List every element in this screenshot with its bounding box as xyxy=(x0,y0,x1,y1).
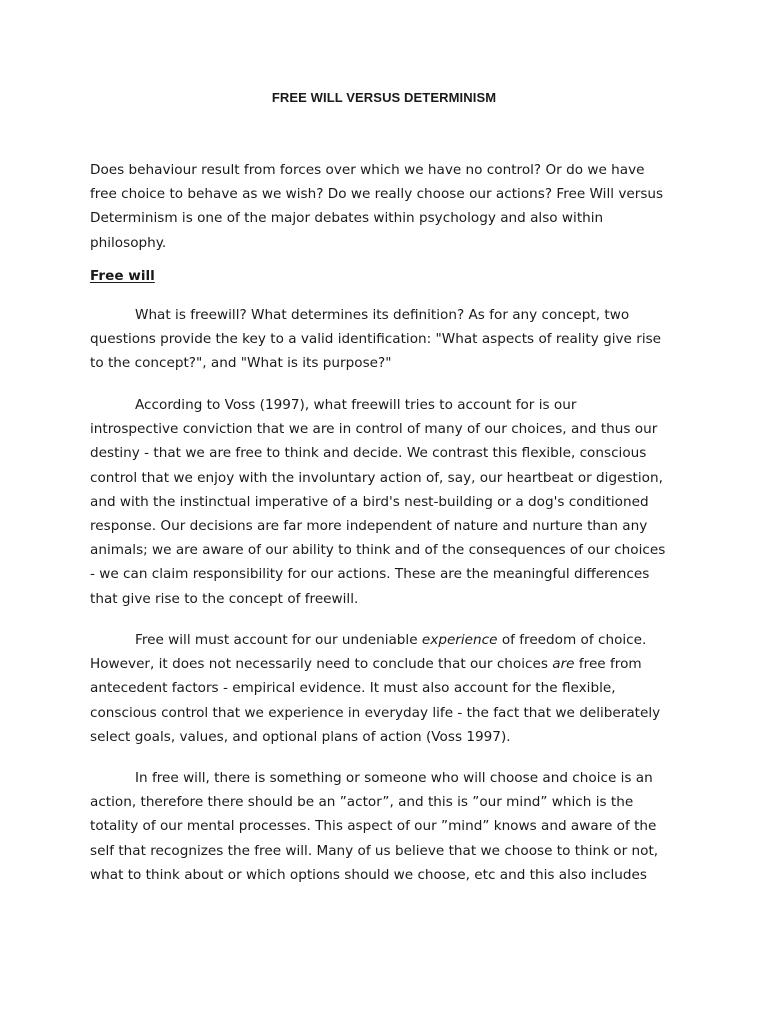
text-line: introspective conviction that we are in control of many of our choices, and thus our xyxy=(90,421,658,438)
text-line: free choice to behave as we wish? Do we really choose our actions? Free Will versus xyxy=(90,186,664,203)
text-line: Determinism is one of the major debates within psychology and also within xyxy=(90,210,604,227)
text-line: questions provide the key to a valid identification: "What aspects of reality give rise xyxy=(90,331,662,348)
text-line: animals; we are aware of our ability to think and of the consequences of our choices xyxy=(90,542,666,559)
text-line: What is freewill? What determines its definition? As for any concept, two xyxy=(135,307,630,323)
text-line: response. Our decisions are far more independent of nature and nurture than any xyxy=(90,518,648,535)
paragraph-3 xyxy=(90,628,690,749)
text-line: antecedent factors - empirical evidence. It must also account for the flexible, xyxy=(90,680,616,697)
text-line: control that we enjoy with the involuntary action of, say, our heartbeat or digestion, xyxy=(90,469,663,486)
paragraph-1 xyxy=(90,303,690,376)
text-run: However, it does not necessarily need to conclude that our choices xyxy=(90,656,553,673)
paragraph-2 xyxy=(90,393,690,611)
text-line xyxy=(90,652,690,676)
text-line: Does behaviour result from forces over which we have no control? Or do we have xyxy=(90,162,645,178)
text-line: conscious control that we experience in everyday life - the fact that we deliberately xyxy=(90,704,661,721)
text-line: self that recognizes the free will. Many of us believe that we choose to think or not, xyxy=(90,842,659,859)
text-line: select goals, values, and optional plans of action (Voss 1997). xyxy=(90,728,511,745)
text-line: what to think about or which options should we choose, etc and this also includes xyxy=(90,866,647,883)
intro-paragraph xyxy=(90,158,690,255)
text-line: action, therefore there should be an ”actor”, and this is ”our mind” which is the xyxy=(90,794,634,811)
text-line: destiny - that we are free to think and decide. We contrast this flexible, conscious xyxy=(90,445,647,462)
emphasis-text: are xyxy=(552,656,575,673)
text-line xyxy=(90,628,690,652)
text-line: According to Voss (1997), what freewill tries to account for is our xyxy=(135,397,577,413)
text-run: Free will must account for our undeniable xyxy=(135,632,422,648)
document-title: FREE WILL VERSUS DETERMINISM xyxy=(271,90,497,105)
text-run: free from xyxy=(574,656,642,673)
text-line: that give rise to the concept of freewill. xyxy=(90,590,359,607)
text-line: In free will, there is something or someone who will choose and choice is an xyxy=(135,770,653,786)
text-line: totality of our mental processes. This aspect of our ”mind” knows and aware of the xyxy=(90,818,657,835)
text-line: - we can claim responsibility for our actions. These are the meaningful differences xyxy=(90,566,650,583)
text-run: of freedom of choice. xyxy=(497,632,647,648)
emphasis-text: experience xyxy=(421,632,498,648)
section-heading: Free will xyxy=(90,268,155,284)
paragraph-4 xyxy=(90,766,690,887)
text-line: to the concept?", and "What is its purpose?" xyxy=(90,355,392,372)
text-line: philosophy. xyxy=(90,234,167,251)
text-line: and with the instinctual imperative of a bird's nest-building or a dog's conditioned xyxy=(90,493,649,510)
